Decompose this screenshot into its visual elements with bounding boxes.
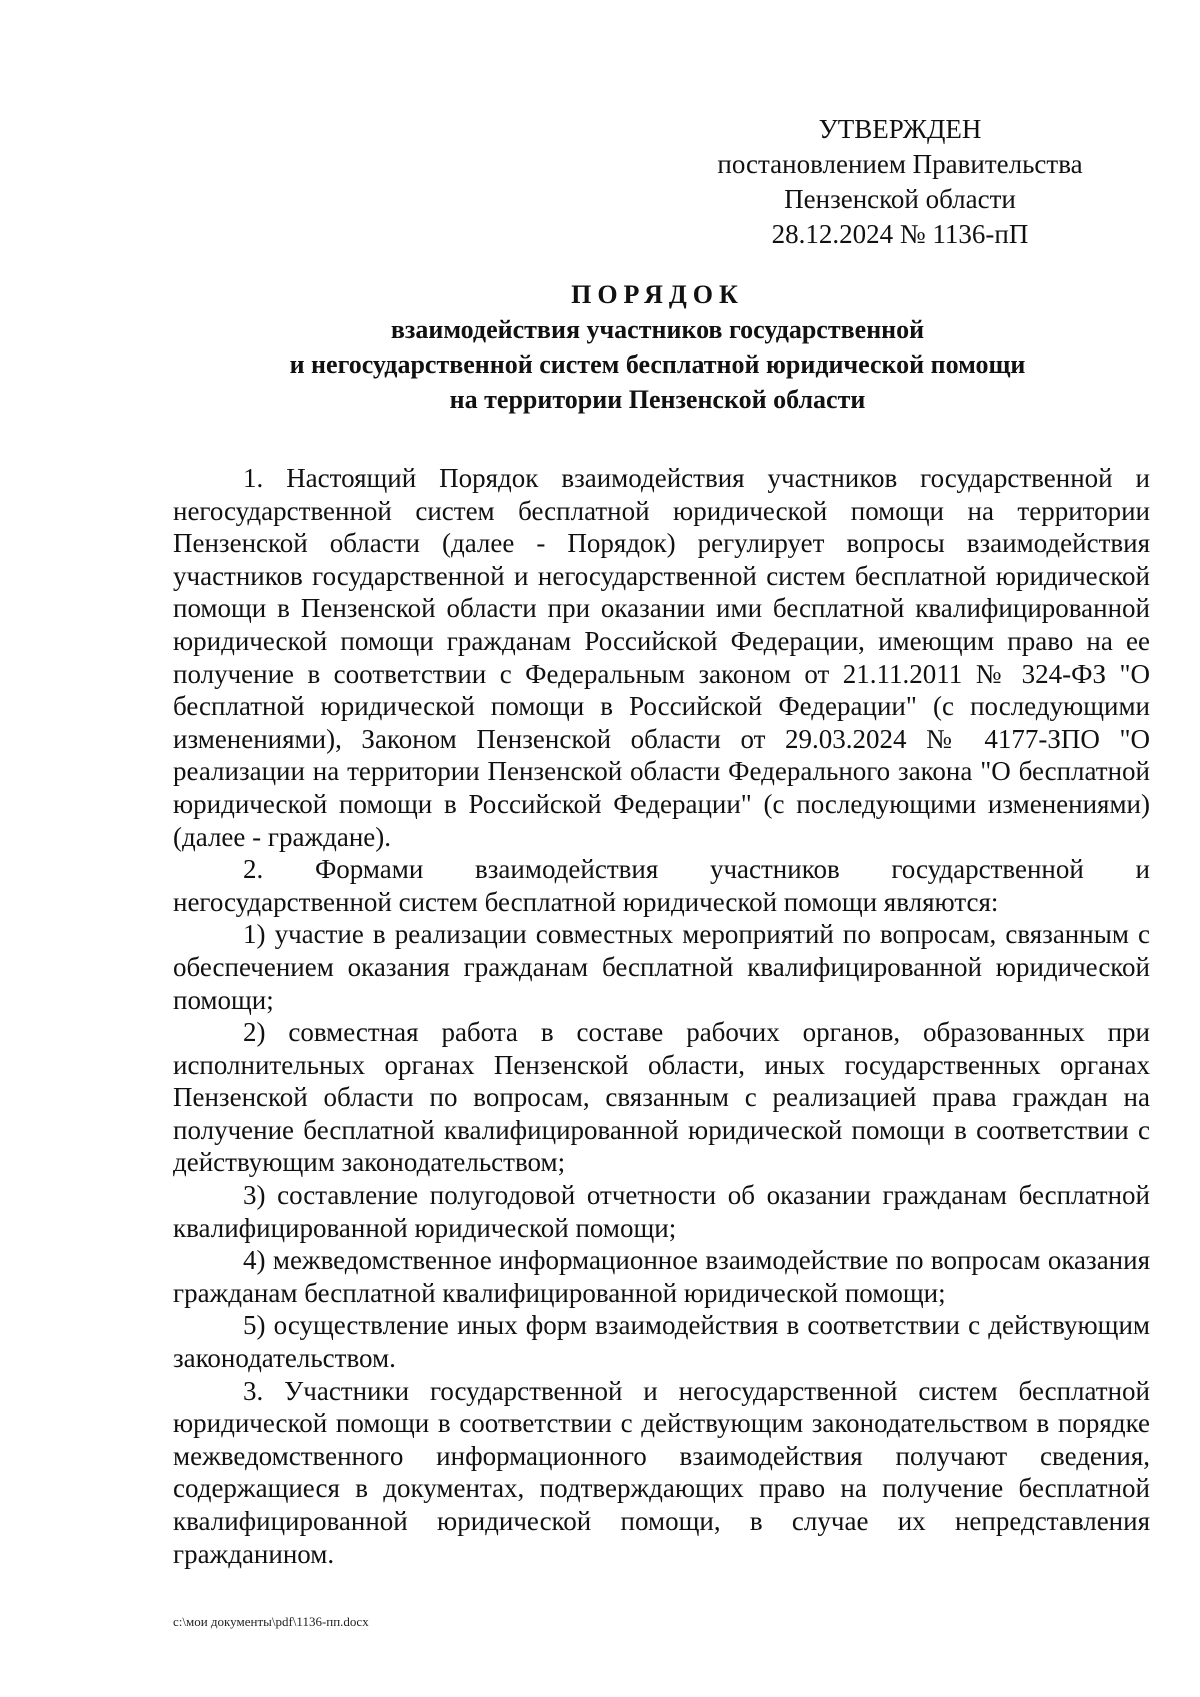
- document-title: [160, 277, 1155, 417]
- approval-region: Пензенской области: [784, 184, 1016, 214]
- list-item-4: 4) межведомственное информационное взаимодействие по вопросам оказания гражданам бесплатной квалифицированной юридической помощи;: [173, 1245, 1150, 1308]
- approval-heading: УТВЕРЖДЕН: [818, 114, 982, 144]
- list-item-2: 2) совместная работа в составе рабочих органов, образованных при исполнительных органах Пензенской области, иных государственных органах Пензенской области по вопросам, связанным с реализацией права граждан на получение бесплатной квалифицированной юридической помощи в соответствии с действующим законодательством;: [173, 1017, 1150, 1178]
- paragraph-3: 3. Участники государственной и негосударственной систем бесплатной юридической помощи в соответствии с действующим законодательством в порядке межведомственного информационного взаимодействия получают сведения, содержащиеся в документах, подтверждающих право на получение бесплатной квалифицированной юридической помощи, в случае их непредставления гражданином.: [173, 1375, 1150, 1569]
- title-line-1: взаимодействия участников государственной: [390, 315, 925, 344]
- paragraph-2: 2. Формами взаимодействия участников государственной и негосударственной систем бесплатной юридической помощи являются:: [173, 854, 1150, 917]
- list-item-1: 1) участие в реализации совместных мероприятий по вопросам, связанным с обеспечением оказания гражданам бесплатной квалифицированной юридической помощи;: [173, 919, 1150, 1015]
- footer-file-path: c:\мои документы\pdf\1136-пп.docx: [173, 1614, 369, 1629]
- approval-authority: постановлением Правительства: [717, 149, 1083, 179]
- title-line-3: на территории Пензенской области: [449, 385, 866, 414]
- document-body: [173, 462, 1150, 1570]
- list-item-3: 3) составление полугодовой отчетности об оказании гражданам бесплатной квалифицированной юридической помощи;: [173, 1180, 1150, 1243]
- approval-stamp: [690, 112, 1110, 252]
- list-item-5: 5) осуществление иных форм взаимодействия в соответствии с действующим законодательством.: [173, 1310, 1150, 1374]
- title-main: ПОРЯДОК: [571, 280, 744, 309]
- paragraph-1: 1. Настоящий Порядок взаимодействия участников государственной и негосударственной систем бесплатной юридической помощи на территории Пензенской области (далее - Порядок) регулирует вопросы взаимодействия участников государственной и негосударственной систем бесплатной юридической помощи в Пензенской области при оказании ими бесплатной квалифицированной юридической помощи гражданам Российской Федерации, имеющим право на ее получение в соответствии с Федеральным законом от 21.11.2011 № 324-ФЗ "О бесплатной юридической помощи в Российской Федерации" (с последующими изменениями), Законом Пензенской области от 29.03.2024 № 4177-ЗПО "О реализации на территории Пензенской области Федерального закона "О бесплатной юридической помощи в Российской Федерации" (с последующими изменениями) (далее - граждане).: [173, 463, 1150, 852]
- approval-date-number: 28.12.2024 № 1136-пП: [771, 219, 1029, 249]
- title-line-2: и негосударственной систем бесплатной юридической помощи: [289, 350, 1026, 379]
